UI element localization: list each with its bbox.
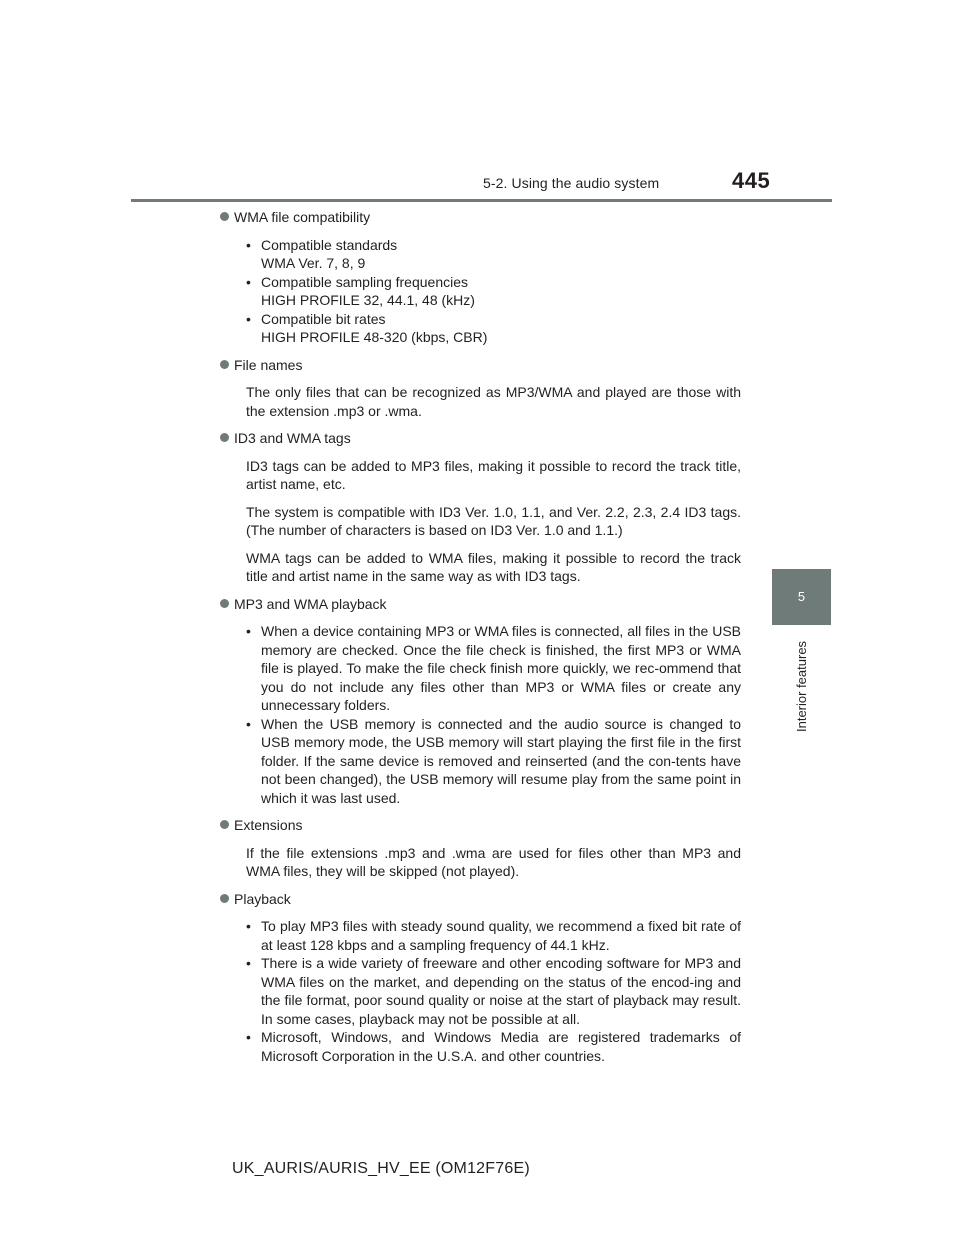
section-title-text: Playback (234, 890, 291, 907)
bullet-icon (220, 212, 229, 221)
paragraph: ID3 tags can be added to MP3 files, making it possible to record the track title, artist name, etc. (246, 457, 741, 492)
list-dot: • (246, 310, 251, 327)
item-text: To play MP3 files with steady sound quality, we recommend a fixed bit rate of at least 128 kbps and a sampling frequency of 44.1 kHz. (261, 918, 741, 953)
paragraph: The system is compatible with ID3 Ver. 1.0, 1.1, and Ver. 2.2, 2.3, 2.4 ID3 tags. (The number of characters is based on ID3 Ver. 1.0 and 1.1.) (246, 503, 741, 538)
section-title (234, 208, 741, 227)
list-dot: • (246, 273, 251, 290)
section-wma (234, 208, 741, 347)
section-tags (234, 429, 741, 586)
header-rule (131, 199, 832, 202)
section-mp3-wma-playback (234, 595, 741, 808)
bullet-icon (220, 433, 229, 442)
list-item (246, 236, 741, 273)
list-dot: • (246, 918, 251, 934)
section-title-text: Extensions (234, 817, 303, 833)
page-content (234, 208, 741, 1074)
bullet-icon (220, 360, 229, 369)
paragraph: WMA tags can be added to WMA files, making it possible to record the track title and artist name in the same way as with ID3 tags. (246, 549, 741, 584)
chapter-label: Interior features (794, 640, 809, 732)
section-file-names (234, 356, 741, 421)
sub-list (246, 917, 741, 1065)
section-title (234, 816, 741, 835)
list-dot: • (246, 715, 251, 732)
item-text: When the USB memory is connected and the audio source is changed to USB memory mode, the USB memory will start playing the first file in the first folder. If the same device is removed and reinserted (and the con-tents have not been changed), the USB memory will resume play from the same point in which it was last used. (261, 715, 741, 806)
list-dot: • (246, 623, 251, 639)
item-text: Microsoft, Windows, and Windows Media are registered trademarks of Microsoft Corporation in the U.S.A. and other countries. (261, 1029, 741, 1064)
list-item (246, 1028, 741, 1065)
item-label: Compatible sampling frequencies (261, 273, 468, 290)
paragraph: If the file extensions .mp3 and .wma are used for files other than MP3 and WMA files, they will be skipped (not played). (246, 844, 741, 879)
section-title (234, 890, 741, 909)
section-title-text: File names (234, 356, 303, 373)
chapter-tab: 5 (772, 569, 831, 625)
list-item (246, 917, 741, 954)
list-item (246, 273, 741, 310)
list-dot: • (246, 236, 251, 253)
sub-list (246, 622, 741, 807)
bullet-icon (220, 599, 229, 608)
list-dot: • (246, 955, 251, 971)
section-title (234, 429, 741, 448)
footer-code: UK_AURIS/AURIS_HV_EE (OM12F76E) (232, 1160, 530, 1177)
list-dot: • (246, 1029, 251, 1045)
list-item (246, 622, 741, 715)
item-label: Compatible standards (261, 236, 398, 253)
header-section-title: 5-2. Using the audio system (483, 175, 660, 191)
item-value: HIGH PROFILE 32, 44.1, 48 (kHz) (261, 292, 475, 308)
section-title-text: MP3 and WMA playback (234, 595, 387, 612)
item-text: There is a wide variety of freeware and other encoding software for MP3 and WMA files on the market, and depending on the status of the encod-ing and the file format, poor sound quality or noise at the start of playback may result. In some cases, playback may not be possible at all. (261, 955, 741, 1027)
section-title-text: WMA file compatibility (234, 209, 371, 225)
paragraph: The only files that can be recognized as MP3/WMA and played are those with the extension .mp3 or .wma. (246, 384, 741, 419)
item-text: When a device containing MP3 or WMA files is connected, all files in the USB memory are checked. Once the file check is finished, the first MP3 or WMA file is played. To make the file check finish more quickly, we rec-ommend that you do not include any files other than MP3 or WMA files or create any unnecessary folders. (261, 623, 741, 713)
list-item (246, 954, 741, 1028)
list-item (246, 715, 741, 808)
section-extensions (234, 816, 741, 881)
bullet-icon (220, 894, 229, 903)
sub-list (246, 236, 741, 347)
page-number: 445 (732, 168, 771, 193)
section-title-text: ID3 and WMA tags (234, 430, 351, 446)
section-playback (234, 890, 741, 1066)
section-title (234, 356, 741, 375)
section-title (234, 595, 741, 614)
list-item (246, 310, 741, 347)
item-label: Compatible bit rates (261, 310, 386, 327)
bullet-icon (220, 820, 229, 829)
item-value: HIGH PROFILE 48-320 (kbps, CBR) (261, 329, 488, 345)
item-value: WMA Ver. 7, 8, 9 (261, 255, 366, 271)
